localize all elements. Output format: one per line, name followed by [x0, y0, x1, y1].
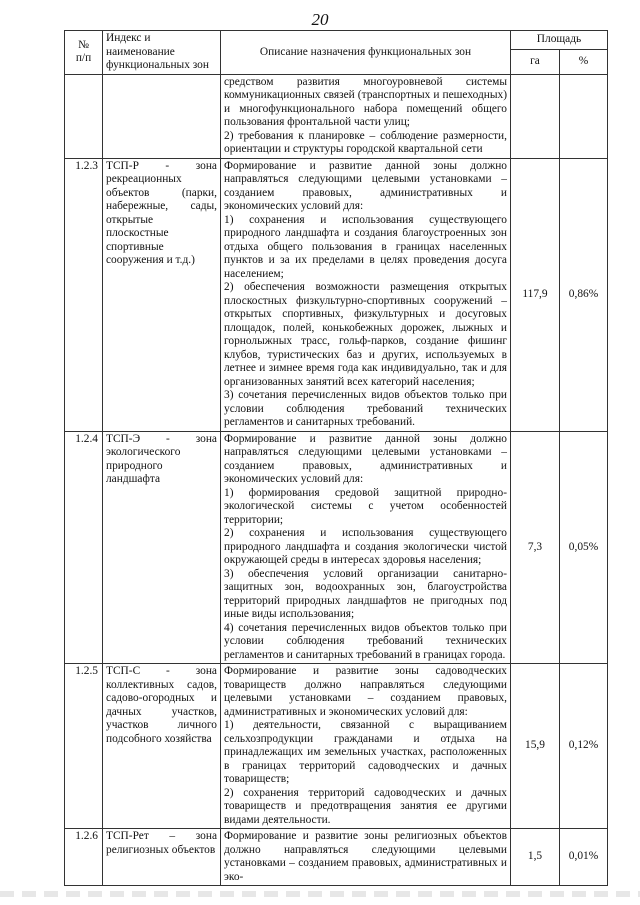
description-paragraph: 2) сохранения и использования существующего природного ландшафта и создания экологически чистой окружающей среды в интересах здоровья населения;	[224, 527, 507, 566]
area-hectares: 1,5	[511, 829, 560, 886]
zone-description	[221, 829, 511, 886]
zone-number: 1.2.5	[65, 664, 103, 829]
continuation-description	[221, 74, 511, 158]
page-number: 20	[311, 10, 329, 29]
area-percent: 0,05%	[560, 431, 608, 664]
zone-name: ТСП-С - зона коллективных садов, садово-огородных и дачных участков, участков личного подсобного хозяйства	[103, 664, 221, 829]
description-paragraph: 2) обеспечения возможности размещения открытых плоскостных физкультурно-спортивных сооружений – открытых спортивных, физкультурных и досуговых площадок, полей, конькобежных дорожек, лыжных и горнолыжных трасс, гольф-парков, создание фишинг клубов, туристических баз и других, используемых в летнее и зимнее время года как индивидуально, так и для организованных занятий всех категорий населения;	[224, 281, 507, 388]
header-zone-name: Индекс и наименование функциональных зон	[103, 31, 221, 75]
zone-description	[221, 158, 511, 431]
description-paragraph: Формирование и развитие зоны садоводческих товариществ должно направляться следующими целевыми установками – созданием правовых, административных и экономических условий для:	[224, 665, 507, 718]
header-number: № п/п	[65, 31, 103, 75]
area-hectares: 7,3	[511, 431, 560, 664]
header-hectares: га	[511, 50, 560, 74]
description-paragraph: 4) сочетания перечисленных видов объектов только при условии соблюдения требований технических регламентов и санитарных требований в границах города.	[224, 621, 507, 661]
area-hectares: 15,9	[511, 664, 560, 829]
zone-description	[221, 664, 511, 829]
table-row	[65, 664, 608, 829]
area-percent: 0,12%	[560, 664, 608, 829]
table-row	[65, 158, 608, 431]
table-row	[65, 829, 608, 886]
description-paragraph: 1) сохранения и использования существующего природного ландшафта и создания благоустроенных зон отдыха общего пользования в границах населенных пунктов и за их пределами в целях проведения досуга населением;	[224, 213, 507, 280]
description-paragraph: Формирование и развитие зоны религиозных объектов должно направляться следующими целевыми установками – созданием правовых, административных и эко-	[224, 830, 507, 883]
header-description: Описание назначения функциональных зон	[221, 31, 511, 75]
zone-name: ТСП-Рет – зона религиозных объектов	[103, 829, 221, 886]
description-paragraph: 1) деятельности, связанной с выращиванием сельхозпродукции гражданами и отдыха на принадлежащих им земельных участках, расположенных в границах территорий садоводческих и дачных товариществ;	[224, 719, 507, 785]
area-percent: 0,01%	[560, 829, 608, 886]
zone-number: 1.2.4	[65, 431, 103, 664]
continuation-paragraph: 2) требования к планировке – соблюдение размерности, ориентации и структуры городской квартальной сети	[224, 129, 507, 155]
continuation-paragraph: средством развития многоуровневой системы коммуникационных связей (транспортных и пешеходных) и многофункционального набора помещений общего пользования фронтальной части улиц;	[224, 75, 507, 128]
scan-artifact	[0, 891, 640, 897]
description-paragraph: 3) обеспечения условий организации санитарно-защитных зон, водоохранных зон, благоустройства территорий природных ландшафтов не пригодных под иные виды использования;	[224, 567, 507, 620]
description-paragraph: 3) сочетания перечисленных видов объектов только при условии соблюдения требований технических регламентов и санитарных требований.	[224, 389, 507, 428]
zone-number: 1.2.6	[65, 829, 103, 886]
zone-description	[221, 431, 511, 664]
description-paragraph: 2) сохранения территорий садоводческих и дачных товариществ и предотвращения занятия ее другими видами деятельности.	[224, 786, 507, 826]
continuation-row	[65, 74, 608, 158]
zones-table	[64, 30, 608, 886]
zone-name: ТСП-Р - зона рекреационных объектов (парки, набережные, сады, открытые плоскостные спортивные сооружения и т.д.)	[103, 158, 221, 431]
description-paragraph: Формирование и развитие данной зоны должно направляться следующими целевыми установками – созданием правовых, административных и экономических условий для:	[224, 432, 507, 485]
zone-number: 1.2.3	[65, 158, 103, 431]
table-row	[65, 431, 608, 664]
header-percent: %	[560, 50, 608, 74]
area-hectares: 117,9	[511, 158, 560, 431]
description-paragraph: Формирование и развитие данной зоны должно направляться следующими целевыми установками – созданием правовых, административных и экономических условий для:	[224, 159, 507, 212]
zone-name: ТСП-Э - зона экологического природного ландшафта	[103, 431, 221, 664]
area-percent: 0,86%	[560, 158, 608, 431]
header-area: Площадь	[511, 31, 608, 50]
description-paragraph: 1) формирования средовой защитной природно-экологической системы с учетом особенностей территории;	[224, 486, 507, 526]
header-row	[65, 31, 608, 50]
